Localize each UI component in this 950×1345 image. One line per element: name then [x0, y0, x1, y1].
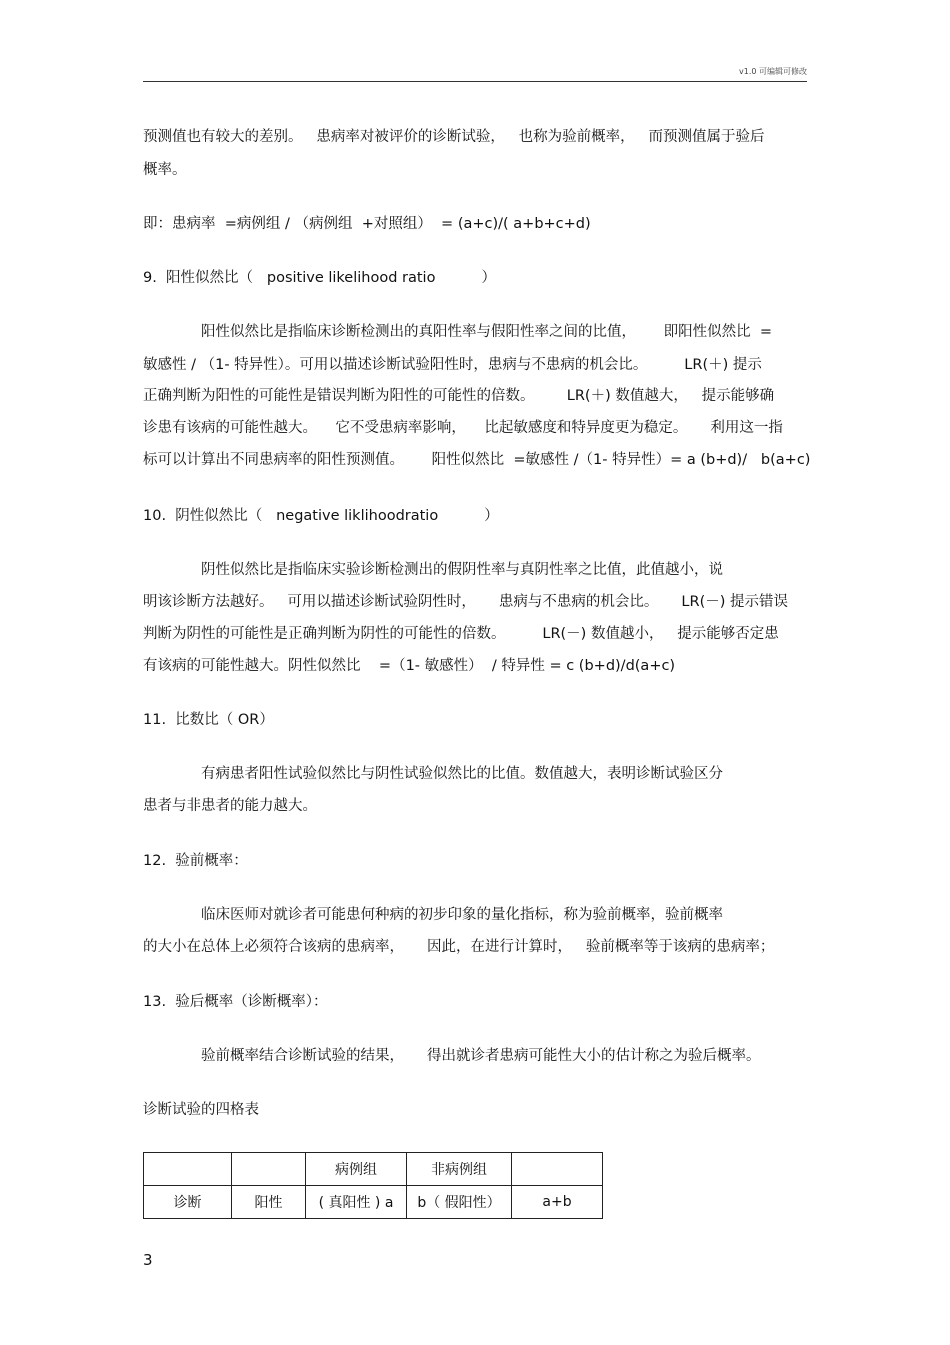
table-cell: a+b: [512, 1186, 603, 1219]
table-caption: 诊断试验的四格表: [143, 1102, 259, 1118]
paragraph-line: 诊患有该病的可能性越大。 它不受患病率影响， 比起敏感度和特异度更为稳定。 利用这一指: [143, 420, 783, 436]
section-heading: 11. 比数比（ OR）: [143, 712, 274, 728]
paragraph-line: 患者与非患者的能力越大。: [143, 798, 317, 814]
header-version: v1.0 可编辑可修改: [739, 67, 807, 76]
formula-line: 即：患病率 =病例组 / （病例组 +对照组） = (a+c)/( a+b+c+d): [143, 216, 591, 232]
table-cell: 阳性: [232, 1186, 306, 1219]
section-heading: 9. 阳性似然比（ positive likelihood ratio ）: [143, 270, 497, 286]
section-heading: 13. 验后概率（诊断概率）：: [143, 994, 328, 1010]
table-cell: b（ 假阳性）: [407, 1186, 512, 1219]
paragraph-line: 标可以计算出不同患病率的阳性预测值。 阳性似然比 =敏感性 /（1- 特异性）= a (b+d)/ b(a+c): [143, 452, 811, 468]
section-heading: 12. 验前概率：: [143, 853, 248, 869]
paragraph-line: 判断为阴性的可能性是正确判断为阴性的可能性的倍数。 LR(－) 数值越小， 提示能够否定患: [143, 626, 779, 642]
table-cell: 病例组: [306, 1153, 407, 1186]
paragraph-line: 阴性似然比是指临床实验诊断检测出的假阴性率与真阴性率之比值，此值越小，说: [201, 562, 723, 578]
table-row: [144, 1186, 603, 1219]
header-rule: [143, 81, 807, 82]
table-cell: 诊断: [144, 1186, 232, 1219]
paragraph-line: 正确判断为阳性的可能性是错误判断为阳性的可能性的倍数。 LR(＋) 数值越大， 提示能够确: [143, 388, 775, 404]
table-cell: ( 真阳性 ) a: [306, 1186, 407, 1219]
paragraph-line: 的大小在总体上必须符合该病的患病率， 因此，在进行计算时， 验前概率等于该病的患病率；: [143, 939, 775, 955]
paragraph-line: 阳性似然比是指临床诊断检测出的真阳性率与假阳性率之间的比值， 即阳性似然比 =: [201, 324, 773, 340]
section-heading: 10. 阴性似然比（ negative liklihoodratio ）: [143, 508, 499, 524]
table-cell: [512, 1153, 603, 1186]
paragraph-line: 敏感性 / （1- 特异性）。可用以描述诊断试验阳性时，患病与不患病的机会比。 LR(＋) 提示: [143, 357, 762, 373]
table-cell: [144, 1153, 232, 1186]
paragraph-line: 验前概率结合诊断试验的结果， 得出就诊者患病可能性大小的估计称之为验后概率。: [201, 1048, 761, 1064]
table-cell: [232, 1153, 306, 1186]
table-row: [144, 1153, 603, 1186]
paragraph-line: 概率。: [143, 162, 187, 178]
four-fold-table: [143, 1152, 603, 1219]
table-cell: 非病例组: [407, 1153, 512, 1186]
paragraph-line: 有病患者阳性试验似然比与阴性试验似然比的比值。数值越大，表明诊断试验区分: [201, 766, 723, 782]
paragraph-line: 有该病的可能性越大。阴性似然比 =（1- 敏感性） / 特异性 = c (b+d)/d(a+c): [143, 658, 676, 674]
page-number: 3: [143, 1251, 153, 1269]
paragraph-line: 预测值也有较大的差别。 患病率对被评价的诊断试验， 也称为验前概率， 而预测值属于验后: [143, 129, 765, 145]
paragraph-line: 临床医师对就诊者可能患何种病的初步印象的量化指标，称为验前概率，验前概率: [201, 907, 723, 923]
paragraph-line: 明该诊断方法越好。 可用以描述诊断试验阴性时， 患病与不患病的机会比。 LR(－) 提示错误: [143, 594, 788, 610]
